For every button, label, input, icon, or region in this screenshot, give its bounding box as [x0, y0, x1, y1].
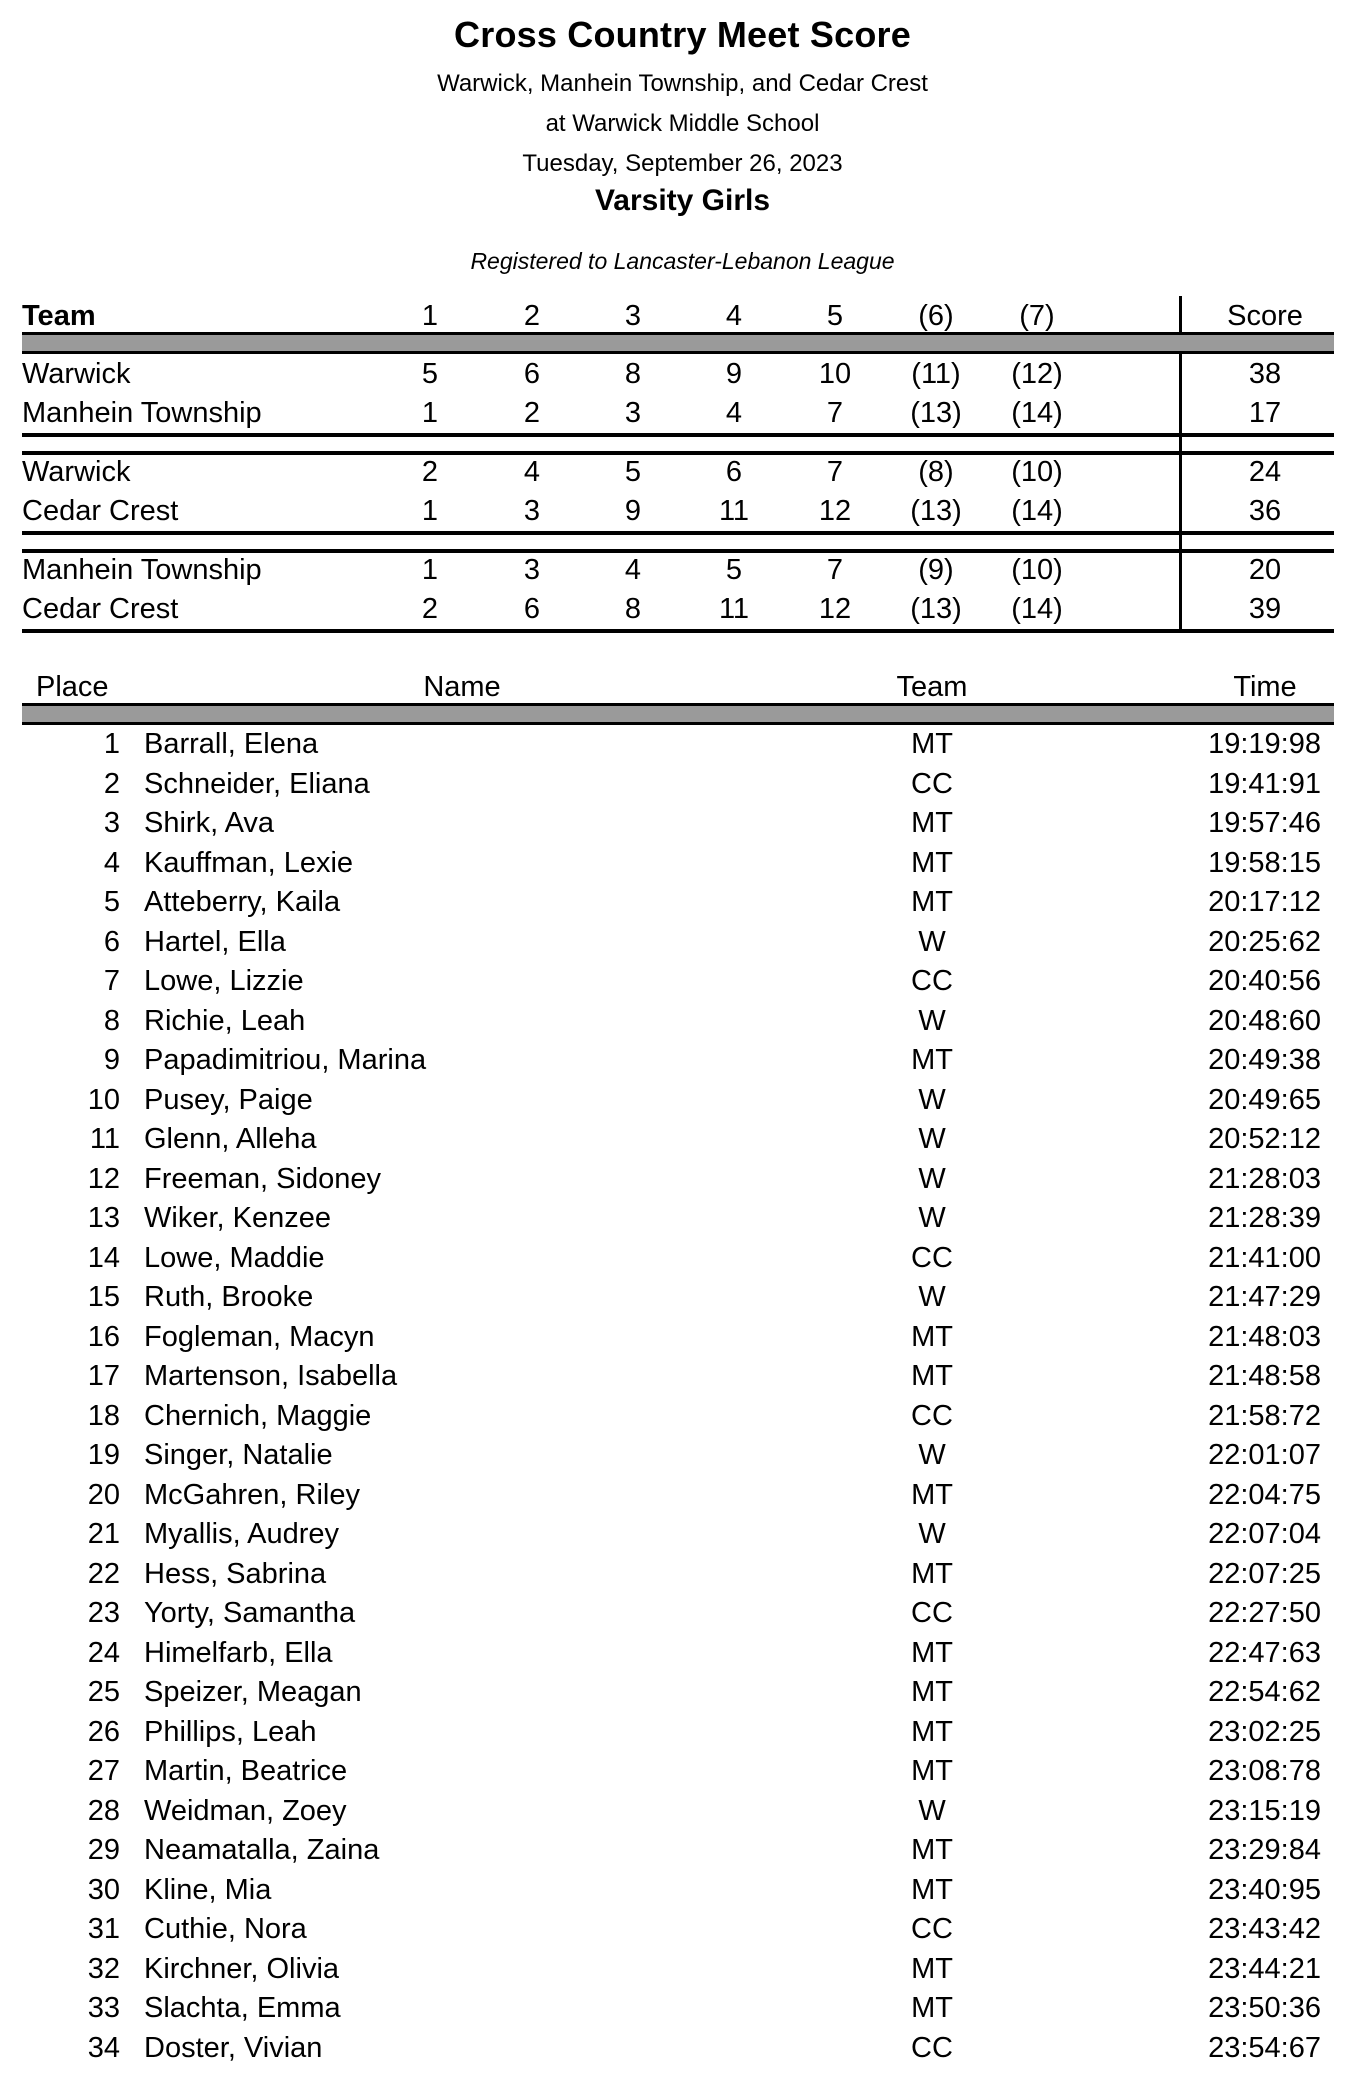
runner-team: CC: [911, 767, 953, 800]
page-title: Cross Country Meet Score: [454, 14, 911, 55]
runner-name: Martenson, Isabella: [144, 1360, 398, 1392]
place-4: 5: [725, 554, 743, 586]
place-1: 1: [421, 495, 439, 527]
place-1: 5: [421, 358, 439, 390]
runner-name: Pusey, Paige: [144, 1083, 313, 1116]
result-row: [22, 1953, 1334, 1993]
place-3: 5: [624, 456, 642, 488]
header-score: Score: [1227, 300, 1303, 332]
place-number: 5: [103, 886, 120, 918]
place-number: 9: [103, 1044, 120, 1076]
runner-name: Richie, Leah: [144, 1004, 306, 1037]
matchup-divider: [22, 549, 1334, 553]
place-number: 19: [87, 1439, 120, 1471]
finish-time: 23:02:25: [1208, 1715, 1321, 1748]
result-row: [22, 1874, 1334, 1914]
finish-time: 22:54:62: [1208, 1676, 1321, 1708]
team-score: 24: [1248, 456, 1282, 488]
runner-team: MT: [911, 1873, 953, 1906]
finish-time: 22:07:25: [1208, 1557, 1321, 1590]
result-row: [22, 1597, 1334, 1637]
runner-team: W: [918, 1123, 946, 1155]
place-5: 12: [818, 495, 852, 527]
runner-team: MT: [911, 1834, 953, 1866]
runner-name: Barrall, Elena: [144, 728, 319, 760]
runner-team: W: [918, 1518, 946, 1550]
result-row: [22, 1834, 1334, 1874]
place-7: (10): [1011, 456, 1063, 488]
teams-subtitle: Warwick, Manhein Township, and Cedar Crest: [437, 70, 928, 97]
runner-name: Fogleman, Macyn: [144, 1320, 375, 1353]
team-score: 38: [1248, 358, 1282, 390]
matchup-divider: [22, 433, 1334, 437]
place-1: 2: [421, 593, 439, 625]
runner-name: Kirchner, Olivia: [144, 1952, 340, 1985]
runner-name: Myallis, Audrey: [144, 1518, 340, 1550]
team-name: Warwick: [22, 456, 131, 488]
runner-team: CC: [911, 2031, 953, 2064]
place-6: (13): [910, 397, 962, 429]
runner-name: Neamatalla, Zaina: [144, 1834, 380, 1866]
score-row: [22, 554, 1334, 594]
team-name: Cedar Crest: [22, 593, 179, 625]
runner-name: Weidman, Zoey: [144, 1794, 347, 1827]
header-name: Name: [423, 671, 501, 703]
finish-time: 21:48:58: [1208, 1360, 1321, 1392]
finish-time: 22:04:75: [1208, 1478, 1321, 1511]
place-7: (10): [1011, 554, 1063, 586]
finish-time: 22:27:50: [1208, 1597, 1321, 1629]
header-col-1: 1: [421, 300, 439, 332]
place-7: (14): [1011, 593, 1063, 625]
place-number: 17: [87, 1360, 120, 1392]
result-row: [22, 1755, 1334, 1795]
team-score: 39: [1248, 593, 1282, 625]
place-number: 16: [87, 1320, 120, 1353]
result-row: [22, 1676, 1334, 1716]
place-number: 7: [103, 965, 120, 997]
place-number: 15: [87, 1281, 120, 1313]
score-row: [22, 495, 1334, 535]
runner-team: MT: [911, 846, 953, 879]
result-row: [22, 965, 1334, 1005]
result-row: [22, 886, 1334, 926]
place-2: 4: [523, 456, 541, 488]
result-row: [22, 1558, 1334, 1598]
place-number: 28: [87, 1794, 120, 1827]
header-time: Time: [1233, 671, 1297, 703]
result-row: [22, 768, 1334, 808]
place-4: 11: [718, 593, 750, 625]
place-1: 2: [421, 456, 439, 488]
place-6: (9): [918, 554, 954, 586]
runner-team: CC: [911, 1241, 953, 1274]
place-number: 30: [87, 1873, 120, 1906]
finish-time: 21:41:00: [1208, 1241, 1321, 1274]
runner-name: Glenn, Alleha: [144, 1123, 317, 1155]
finish-time: 19:19:98: [1208, 728, 1321, 760]
finish-time: 20:49:38: [1208, 1044, 1321, 1076]
score-row: [22, 358, 1334, 398]
runner-name: Singer, Natalie: [144, 1439, 333, 1471]
division-title: Varsity Girls: [594, 184, 771, 217]
header-team: Team: [896, 671, 968, 703]
runner-name: Cuthie, Nora: [144, 1913, 307, 1945]
runner-team: MT: [911, 1715, 953, 1748]
runner-name: Martin, Beatrice: [144, 1755, 348, 1787]
place-2: 3: [523, 554, 541, 586]
place-6: (11): [911, 358, 961, 390]
result-row: [22, 1400, 1334, 1440]
place-number: 11: [89, 1123, 120, 1155]
place-5: 12: [818, 593, 852, 625]
place-4: 6: [725, 456, 743, 488]
header-col-3: 3: [624, 300, 642, 332]
finish-time: 21:28:39: [1208, 1202, 1321, 1234]
location-subtitle: at Warwick Middle School: [545, 110, 820, 137]
place-4: 11: [718, 495, 750, 527]
result-row: [22, 1084, 1334, 1124]
place-number: 3: [103, 807, 120, 839]
runner-name: Wiker, Kenzee: [144, 1202, 331, 1234]
place-number: 23: [87, 1597, 120, 1629]
place-6: (13): [910, 495, 962, 527]
header-team: Team: [22, 300, 96, 332]
place-1: 1: [421, 397, 439, 429]
result-row: [22, 2032, 1334, 2072]
place-number: 8: [103, 1004, 120, 1037]
place-5: 7: [826, 456, 844, 488]
finish-time: 22:01:07: [1208, 1439, 1321, 1471]
place-number: 25: [87, 1676, 120, 1708]
team-score: 20: [1248, 554, 1282, 586]
runner-team: MT: [911, 1044, 953, 1076]
matchup-divider: [22, 451, 1334, 455]
runner-name: Yorty, Samantha: [144, 1597, 356, 1629]
result-row: [22, 1637, 1334, 1677]
finish-time: 21:47:29: [1208, 1281, 1321, 1313]
place-number: 26: [87, 1715, 120, 1748]
runner-team: CC: [911, 1399, 953, 1432]
place-6: (13): [910, 593, 962, 625]
team-name: Cedar Crest: [22, 495, 179, 527]
runner-team: MT: [911, 1360, 953, 1392]
runner-team: MT: [911, 1676, 953, 1708]
runner-name: Kauffman, Lexie: [144, 846, 354, 879]
result-row: [22, 1913, 1334, 1953]
place-number: 21: [87, 1518, 120, 1550]
finish-time: 19:58:15: [1208, 846, 1321, 879]
runner-team: MT: [911, 886, 953, 918]
place-number: 24: [87, 1636, 120, 1669]
runner-name: Schneider, Eliana: [144, 767, 370, 800]
runner-team: CC: [911, 1597, 953, 1629]
place-3: 9: [624, 495, 642, 527]
runner-team: CC: [911, 1913, 953, 1945]
place-number: 4: [103, 846, 120, 879]
runner-name: Doster, Vivian: [144, 2031, 323, 2064]
runner-name: Lowe, Lizzie: [144, 965, 304, 997]
finish-time: 23:40:95: [1208, 1873, 1321, 1906]
place-2: 2: [523, 397, 541, 429]
place-3: 8: [624, 358, 642, 390]
header-col-2: 2: [523, 300, 541, 332]
team-name: Warwick: [22, 358, 131, 390]
finish-time: 20:17:12: [1208, 886, 1321, 918]
result-row: [22, 1439, 1334, 1479]
result-row: [22, 1360, 1334, 1400]
runner-name: Hess, Sabrina: [144, 1557, 327, 1590]
place-number: 6: [103, 925, 120, 958]
place-number: 22: [87, 1557, 120, 1590]
runner-name: Himelfarb, Ella: [144, 1636, 333, 1669]
finish-time: 23:15:19: [1208, 1794, 1321, 1827]
place-number: 27: [87, 1755, 120, 1787]
result-row: [22, 1479, 1334, 1519]
league-note: Registered to Lancaster-Lebanon League: [470, 248, 895, 274]
finish-time: 22:07:04: [1208, 1518, 1321, 1550]
runner-name: Atteberry, Kaila: [144, 886, 341, 918]
header-gray-band: [22, 703, 1334, 725]
place-3: 8: [624, 593, 642, 625]
finish-time: 23:54:67: [1208, 2031, 1321, 2064]
results-header: [22, 668, 1334, 706]
finish-time: 21:48:03: [1208, 1320, 1321, 1353]
runner-team: MT: [911, 807, 953, 839]
score-row: [22, 593, 1334, 633]
place-4: 9: [725, 358, 743, 390]
result-row: [22, 1716, 1334, 1756]
finish-time: 21:58:72: [1208, 1399, 1321, 1432]
header-place: Place: [36, 671, 109, 703]
place-3: 3: [624, 397, 642, 429]
finish-time: 23:50:36: [1208, 1992, 1321, 2024]
place-2: 6: [523, 358, 541, 390]
place-7: (14): [1011, 397, 1063, 429]
place-number: 18: [87, 1399, 120, 1432]
runner-name: Hartel, Ella: [144, 925, 286, 958]
header-col-7: (7): [1019, 300, 1055, 332]
result-row: [22, 1123, 1334, 1163]
runner-team: W: [918, 1004, 946, 1037]
runner-team: MT: [911, 1557, 953, 1590]
result-row: [22, 728, 1334, 768]
score-table-header: [22, 296, 1334, 334]
place-number: 10: [87, 1083, 120, 1116]
score-row: [22, 456, 1334, 496]
result-row: [22, 1281, 1334, 1321]
place-7: (12): [1011, 358, 1063, 390]
runner-team: MT: [911, 1636, 953, 1669]
place-5: 7: [826, 397, 844, 429]
place-5: 7: [826, 554, 844, 586]
runner-name: McGahren, Riley: [144, 1478, 360, 1511]
finish-time: 20:40:56: [1208, 965, 1321, 997]
finish-time: 22:47:63: [1208, 1636, 1321, 1669]
date-subtitle: Tuesday, September 26, 2023: [522, 150, 843, 177]
header-col-4: 4: [725, 300, 743, 332]
runner-team: W: [918, 1439, 946, 1471]
place-number: 29: [87, 1834, 120, 1866]
place-number: 34: [87, 2031, 120, 2064]
result-row: [22, 1242, 1334, 1282]
runner-name: Freeman, Sidoney: [144, 1162, 381, 1195]
place-number: 2: [103, 767, 120, 800]
finish-time: 20:25:62: [1208, 925, 1321, 958]
score-row: [22, 397, 1334, 437]
table-bottom-rule: [22, 629, 1334, 633]
place-number: 1: [103, 728, 120, 760]
finish-time: 20:52:12: [1208, 1123, 1321, 1155]
runner-name: Kline, Mia: [144, 1873, 272, 1906]
header-col-5: 5: [826, 300, 844, 332]
result-row: [22, 1044, 1334, 1084]
runner-team: MT: [911, 1992, 953, 2024]
place-2: 3: [523, 495, 541, 527]
place-number: 32: [87, 1952, 120, 1985]
runner-name: Shirk, Ava: [144, 807, 275, 839]
finish-time: 20:49:65: [1208, 1083, 1321, 1116]
place-number: 12: [87, 1162, 120, 1195]
place-4: 4: [725, 397, 743, 429]
runner-team: MT: [911, 728, 953, 760]
place-3: 4: [624, 554, 642, 586]
finish-time: 21:28:03: [1208, 1162, 1321, 1195]
place-1: 1: [421, 554, 439, 586]
runner-team: W: [918, 1202, 946, 1234]
place-6: (8): [918, 456, 954, 488]
result-row: [22, 807, 1334, 847]
finish-time: 23:08:78: [1208, 1755, 1321, 1787]
runner-name: Speizer, Meagan: [144, 1676, 362, 1708]
result-row: [22, 1518, 1334, 1558]
runner-team: W: [918, 1794, 946, 1827]
place-number: 14: [87, 1241, 120, 1274]
runner-team: MT: [911, 1755, 953, 1787]
runner-name: Phillips, Leah: [144, 1715, 317, 1748]
result-row: [22, 1321, 1334, 1361]
header-col-6: (6): [918, 300, 954, 332]
result-row: [22, 847, 1334, 887]
place-5: 10: [818, 358, 852, 390]
runner-team: W: [918, 1083, 946, 1116]
result-row: [22, 1005, 1334, 1045]
place-number: 13: [87, 1202, 120, 1234]
header-gray-band: [22, 332, 1334, 354]
team-name: Manhein Township: [22, 554, 262, 586]
runner-name: Slachta, Emma: [144, 1992, 341, 2024]
runner-name: Papadimitriou, Marina: [144, 1044, 427, 1076]
runner-name: Lowe, Maddie: [144, 1241, 325, 1274]
place-number: 20: [87, 1478, 120, 1511]
runner-name: Chernich, Maggie: [144, 1399, 372, 1432]
runner-name: Ruth, Brooke: [144, 1281, 314, 1313]
runner-team: W: [918, 1162, 946, 1195]
finish-time: 19:41:91: [1208, 767, 1321, 800]
team-score: 17: [1248, 397, 1282, 429]
finish-time: 23:44:21: [1208, 1952, 1321, 1985]
runner-team: MT: [911, 1320, 953, 1353]
team-score: 36: [1248, 495, 1282, 527]
runner-team: W: [918, 925, 946, 958]
matchup-divider: [22, 531, 1334, 535]
result-row: [22, 1163, 1334, 1203]
runner-team: CC: [911, 965, 953, 997]
finish-time: 19:57:46: [1208, 807, 1321, 839]
place-number: 31: [87, 1913, 120, 1945]
place-7: (14): [1011, 495, 1063, 527]
result-row: [22, 1795, 1334, 1835]
result-row: [22, 926, 1334, 966]
finish-time: 23:43:42: [1208, 1913, 1321, 1945]
finish-time: 23:29:84: [1208, 1834, 1321, 1866]
runner-team: MT: [911, 1952, 953, 1985]
finish-time: 20:48:60: [1208, 1004, 1321, 1037]
result-row: [22, 1202, 1334, 1242]
team-name: Manhein Township: [22, 397, 262, 429]
runner-team: W: [918, 1281, 946, 1313]
runner-team: MT: [911, 1478, 953, 1511]
place-2: 6: [523, 593, 541, 625]
place-number: 33: [87, 1992, 120, 2024]
result-row: [22, 1992, 1334, 2032]
